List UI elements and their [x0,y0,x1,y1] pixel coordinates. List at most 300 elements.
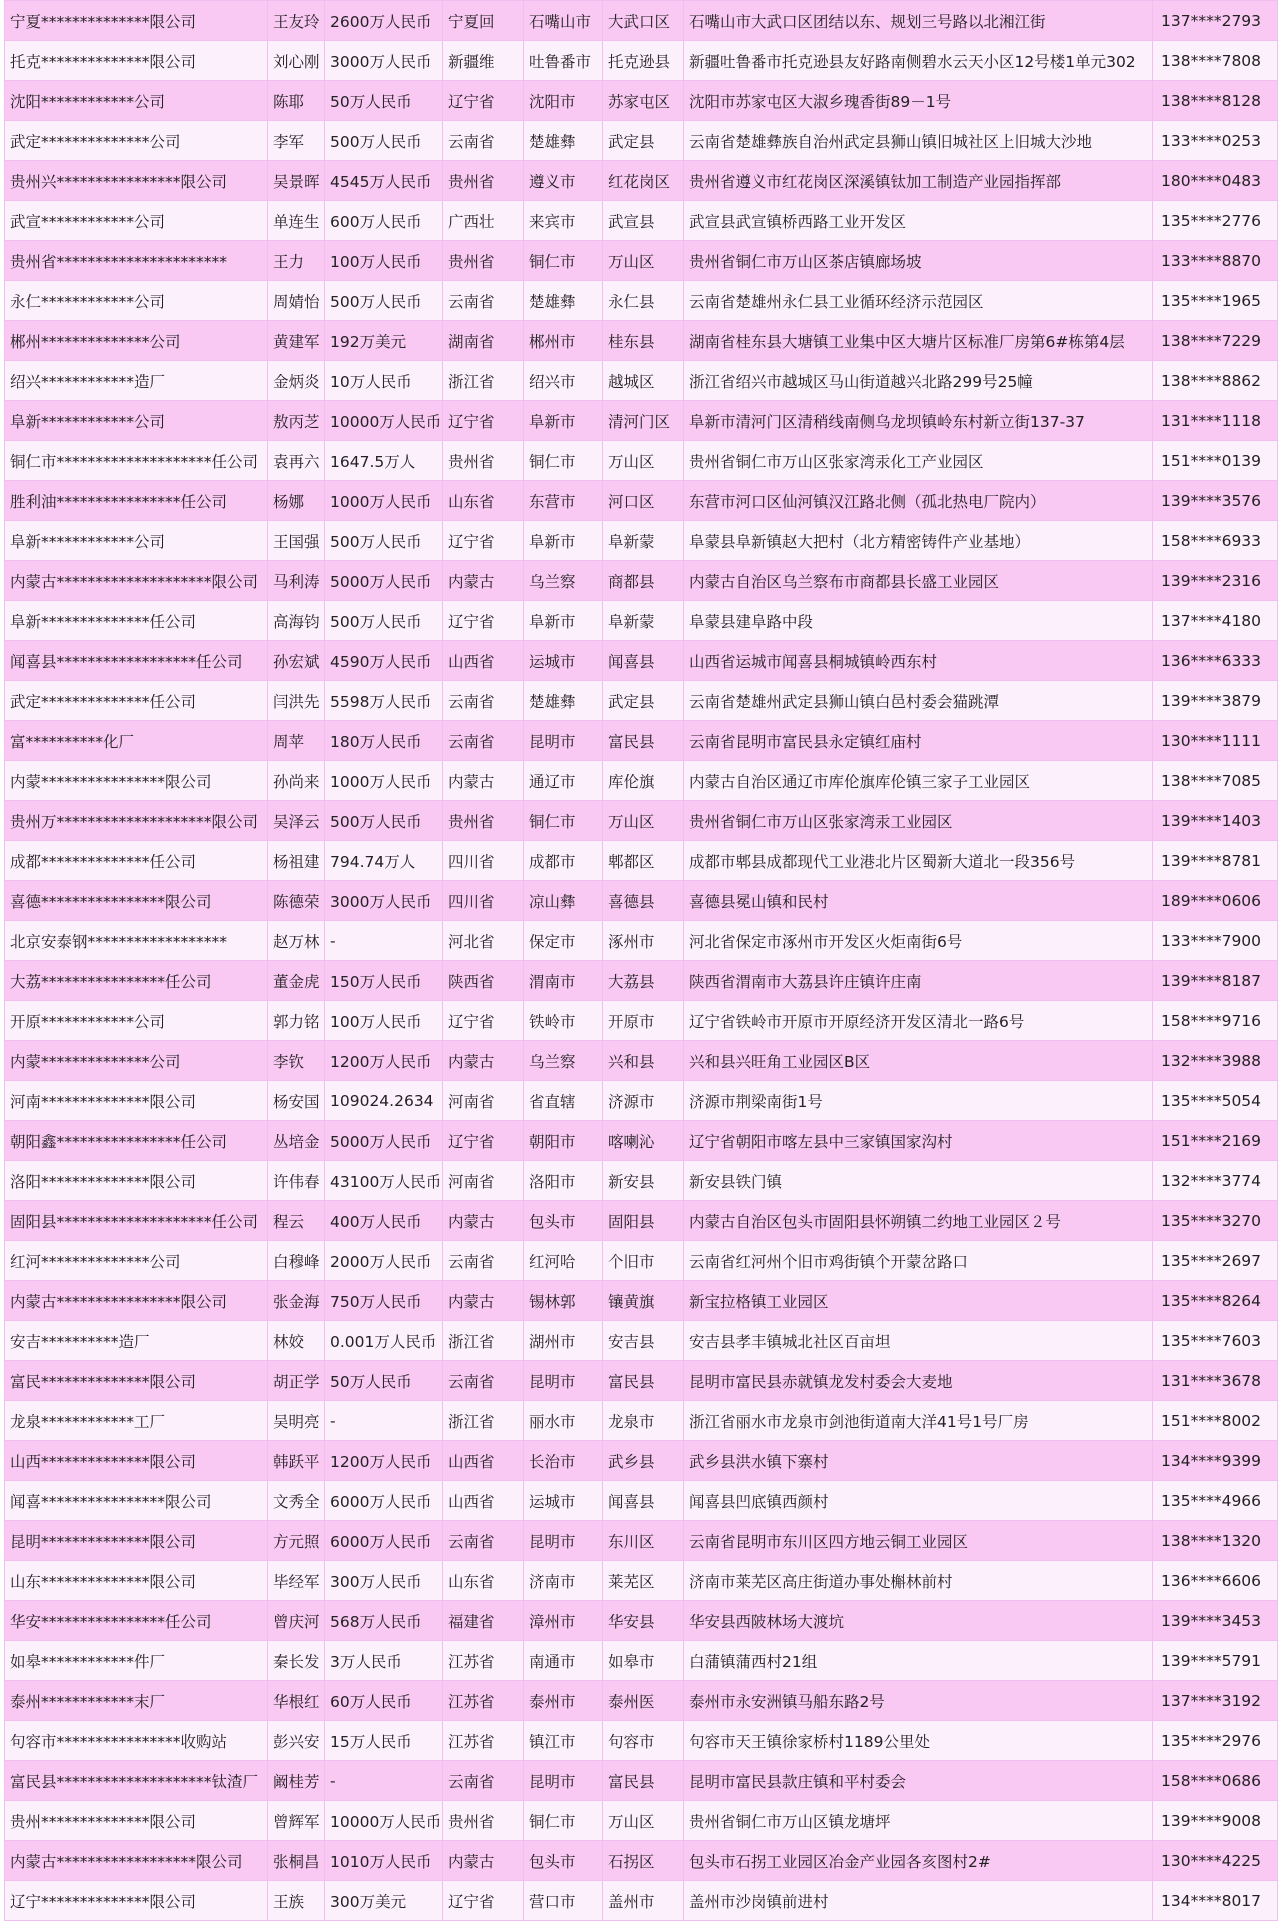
table-row [5,1361,1278,1401]
legal-person-cell: 毕经军 [268,1561,325,1601]
table-row [5,441,1278,481]
phone-cell: 180****0483 [1153,161,1278,201]
province-cell: 贵州省 [443,241,524,281]
registered-capital-cell: 6000万人民币 [325,1481,443,1521]
address-cell: 贵州省铜仁市万山区镇龙塘坪 [684,1801,1153,1841]
table-row [5,321,1278,361]
phone-cell: 138****7229 [1153,321,1278,361]
registered-capital-cell: 1200万人民币 [325,1441,443,1481]
phone-cell: 137****2793 [1153,1,1278,41]
registered-capital-cell: 10万人民币 [325,361,443,401]
company-name-cell: 永仁************公司 [5,281,268,321]
legal-person-cell: 林姣 [268,1321,325,1361]
district-cell: 万山区 [603,241,684,281]
registered-capital-cell: - [325,921,443,961]
table-row [5,1401,1278,1441]
district-cell: 清河门区 [603,401,684,441]
legal-person-cell: 吴景晖 [268,161,325,201]
province-cell: 云南省 [443,1761,524,1801]
province-cell: 内蒙古 [443,1841,524,1881]
province-cell: 贵州省 [443,161,524,201]
legal-person-cell: 郭力铭 [268,1001,325,1041]
table-row [5,1,1278,41]
phone-cell: 131****1118 [1153,401,1278,441]
address-cell: 陕西省渭南市大荔县许庄镇许庄南 [684,961,1153,1001]
registered-capital-cell: 750万人民币 [325,1281,443,1321]
city-cell: 昆明市 [524,1521,603,1561]
table-row [5,1521,1278,1561]
legal-person-cell: 陈德荣 [268,881,325,921]
province-cell: 山东省 [443,481,524,521]
district-cell: 个旧市 [603,1241,684,1281]
province-cell: 山西省 [443,1481,524,1521]
city-cell: 阜新市 [524,521,603,561]
company-name-cell: 安吉**********造厂 [5,1321,268,1361]
province-cell: 四川省 [443,881,524,921]
district-cell: 越城区 [603,361,684,401]
company-name-cell: 贵州省********************** [5,241,268,281]
district-cell: 东川区 [603,1521,684,1561]
table-row [5,1761,1278,1801]
district-cell: 泰州医 [603,1681,684,1721]
legal-person-cell: 周苹 [268,721,325,761]
company-name-cell: 内蒙**************公司 [5,1041,268,1081]
address-cell: 闻喜县凹底镇西颜村 [684,1481,1153,1521]
address-cell: 内蒙古自治区通辽市库伦旗库伦镇三家子工业园区 [684,761,1153,801]
phone-cell: 135****2976 [1153,1721,1278,1761]
address-cell: 泰州市永安洲镇马船东路2号 [684,1681,1153,1721]
table-row [5,881,1278,921]
registered-capital-cell: 4590万人民币 [325,641,443,681]
legal-person-cell: 周婧怡 [268,281,325,321]
phone-cell: 133****8870 [1153,241,1278,281]
table-row [5,481,1278,521]
legal-person-cell: 许伟春 [268,1161,325,1201]
legal-person-cell: 张桐昌 [268,1841,325,1881]
company-name-cell: 句容市****************收购站 [5,1721,268,1761]
city-cell: 绍兴市 [524,361,603,401]
address-cell: 武乡县洪水镇下寨村 [684,1441,1153,1481]
city-cell: 省直辖 [524,1081,603,1121]
province-cell: 浙江省 [443,1321,524,1361]
table-row [5,1601,1278,1641]
phone-cell: 139****3576 [1153,481,1278,521]
phone-cell: 139****5791 [1153,1641,1278,1681]
address-cell: 内蒙古自治区乌兰察布市商都县长盛工业园区 [684,561,1153,601]
address-cell: 云南省昆明市东川区四方地云铜工业园区 [684,1521,1153,1561]
registered-capital-cell: 5000万人民币 [325,561,443,601]
company-name-cell: 大荔****************任公司 [5,961,268,1001]
company-name-cell: 宁夏**************限公司 [5,1,268,41]
phone-cell: 135****7603 [1153,1321,1278,1361]
table-row [5,1041,1278,1081]
district-cell: 济源市 [603,1081,684,1121]
district-cell: 喀喇沁 [603,1121,684,1161]
legal-person-cell: 马利涛 [268,561,325,601]
address-cell: 包头市石拐工业园区冶金产业园各亥图村2# [684,1841,1153,1881]
address-cell: 浙江省绍兴市越城区马山街道越兴北路299号25幢 [684,361,1153,401]
registered-capital-cell: 0.001万人民币 [325,1321,443,1361]
address-cell: 云南省楚雄彝族自治州武定县狮山镇旧城社区上旧城大沙地 [684,121,1153,161]
phone-cell: 138****1320 [1153,1521,1278,1561]
registered-capital-cell: 100万人民币 [325,1001,443,1041]
province-cell: 辽宁省 [443,1001,524,1041]
district-cell: 红花岗区 [603,161,684,201]
company-name-cell: 如皋************件厂 [5,1641,268,1681]
province-cell: 贵州省 [443,441,524,481]
province-cell: 陕西省 [443,961,524,1001]
table-row [5,1481,1278,1521]
city-cell: 铜仁市 [524,1801,603,1841]
registered-capital-cell: 192万美元 [325,321,443,361]
table-row [5,1561,1278,1601]
company-name-cell: 阜新************公司 [5,521,268,561]
district-cell: 郫都区 [603,841,684,881]
company-name-cell: 富民县********************钛渣厂 [5,1761,268,1801]
table-row [5,281,1278,321]
legal-person-cell: 文秀全 [268,1481,325,1521]
table-row [5,401,1278,441]
city-cell: 漳州市 [524,1601,603,1641]
registered-capital-cell: 100万人民币 [325,241,443,281]
city-cell: 昆明市 [524,1361,603,1401]
phone-cell: 139****8781 [1153,841,1278,881]
phone-cell: 130****1111 [1153,721,1278,761]
legal-person-cell: 张金海 [268,1281,325,1321]
phone-cell: 130****4225 [1153,1841,1278,1881]
district-cell: 富民县 [603,1361,684,1401]
table-row [5,801,1278,841]
city-cell: 郴州市 [524,321,603,361]
company-name-cell: 托克**************限公司 [5,41,268,81]
district-cell: 库伦旗 [603,761,684,801]
company-name-cell: 沈阳************公司 [5,81,268,121]
phone-cell: 135****3270 [1153,1201,1278,1241]
company-name-cell: 内蒙古******************限公司 [5,1841,268,1881]
legal-person-cell: 韩跃平 [268,1441,325,1481]
address-cell: 阜蒙县阜新镇赵大把村（北方精密铸件产业基地） [684,521,1153,561]
phone-cell: 138****8128 [1153,81,1278,121]
address-cell: 辽宁省朝阳市喀左县中三家镇国家沟村 [684,1121,1153,1161]
district-cell: 莱芜区 [603,1561,684,1601]
address-cell: 云南省昆明市富民县永定镇红庙村 [684,721,1153,761]
address-cell: 河北省保定市涿州市开发区火炬南街6号 [684,921,1153,961]
phone-cell: 158****0686 [1153,1761,1278,1801]
address-cell: 安吉县孝丰镇城北社区百亩坦 [684,1321,1153,1361]
province-cell: 辽宁省 [443,1121,524,1161]
city-cell: 洛阳市 [524,1161,603,1201]
city-cell: 遵义市 [524,161,603,201]
phone-cell: 133****7900 [1153,921,1278,961]
phone-cell: 138****8862 [1153,361,1278,401]
registered-capital-cell: 10000万人民币 [325,401,443,441]
table-row [5,81,1278,121]
legal-person-cell: 杨祖建 [268,841,325,881]
district-cell: 商都县 [603,561,684,601]
city-cell: 镇江市 [524,1721,603,1761]
city-cell: 铜仁市 [524,801,603,841]
address-cell: 东营市河口区仙河镇汉江路北侧（孤北热电厂院内） [684,481,1153,521]
province-cell: 福建省 [443,1601,524,1641]
province-cell: 贵州省 [443,801,524,841]
legal-person-cell: 程云 [268,1201,325,1241]
table-row [5,361,1278,401]
company-name-cell: 武定**************任公司 [5,681,268,721]
address-cell: 济南市莱芜区高庄街道办事处槲林前村 [684,1561,1153,1601]
registered-capital-cell: 500万人民币 [325,521,443,561]
registered-capital-cell: 150万人民币 [325,961,443,1001]
company-table [4,0,1278,1921]
province-cell: 广西壮 [443,201,524,241]
address-cell: 喜德县冕山镇和民村 [684,881,1153,921]
phone-cell: 135****4966 [1153,1481,1278,1521]
legal-person-cell: 赵万林 [268,921,325,961]
company-name-cell: 富**********化厂 [5,721,268,761]
table-row [5,1241,1278,1281]
district-cell: 石拐区 [603,1841,684,1881]
city-cell: 来宾市 [524,201,603,241]
district-cell: 大武口区 [603,1,684,41]
address-cell: 新安县铁门镇 [684,1161,1153,1201]
phone-cell: 139****1403 [1153,801,1278,841]
table-row [5,921,1278,961]
phone-cell: 135****8264 [1153,1281,1278,1321]
city-cell: 昆明市 [524,721,603,761]
table-row [5,201,1278,241]
legal-person-cell: 曾辉军 [268,1801,325,1841]
city-cell: 泰州市 [524,1681,603,1721]
table-row [5,961,1278,1001]
legal-person-cell: 吴泽云 [268,801,325,841]
phone-cell: 158****9716 [1153,1001,1278,1041]
table-row [5,521,1278,561]
company-name-cell: 开原************公司 [5,1001,268,1041]
district-cell: 新安县 [603,1161,684,1201]
city-cell: 长治市 [524,1441,603,1481]
district-cell: 喜德县 [603,881,684,921]
phone-cell: 136****6606 [1153,1561,1278,1601]
registered-capital-cell: 500万人民币 [325,601,443,641]
registered-capital-cell: 500万人民币 [325,801,443,841]
registered-capital-cell: 4545万人民币 [325,161,443,201]
table-row [5,841,1278,881]
district-cell: 华安县 [603,1601,684,1641]
legal-person-cell: 阚桂芳 [268,1761,325,1801]
company-name-cell: 泰州************末厂 [5,1681,268,1721]
legal-person-cell: 闫洪先 [268,681,325,721]
city-cell: 吐鲁番市 [524,41,603,81]
city-cell: 渭南市 [524,961,603,1001]
phone-cell: 138****7808 [1153,41,1278,81]
phone-cell: 135****5054 [1153,1081,1278,1121]
district-cell: 苏家屯区 [603,81,684,121]
company-name-cell: 喜德****************限公司 [5,881,268,921]
legal-person-cell: 袁再六 [268,441,325,481]
table-row [5,1121,1278,1161]
legal-person-cell: 孙宏斌 [268,641,325,681]
phone-cell: 134****9399 [1153,1441,1278,1481]
province-cell: 内蒙古 [443,761,524,801]
city-cell: 营口市 [524,1881,603,1921]
district-cell: 涿州市 [603,921,684,961]
province-cell: 河南省 [443,1161,524,1201]
registered-capital-cell: 6000万人民币 [325,1521,443,1561]
phone-cell: 139****8187 [1153,961,1278,1001]
province-cell: 宁夏回 [443,1,524,41]
district-cell: 龙泉市 [603,1401,684,1441]
phone-cell: 131****3678 [1153,1361,1278,1401]
province-cell: 辽宁省 [443,601,524,641]
province-cell: 云南省 [443,721,524,761]
district-cell: 大荔县 [603,961,684,1001]
province-cell: 四川省 [443,841,524,881]
legal-person-cell: 曾庆河 [268,1601,325,1641]
city-cell: 湖州市 [524,1321,603,1361]
district-cell: 兴和县 [603,1041,684,1081]
district-cell: 闻喜县 [603,641,684,681]
legal-person-cell: 孙尚来 [268,761,325,801]
table-row [5,1881,1278,1921]
company-name-cell: 贵州兴****************限公司 [5,161,268,201]
province-cell: 内蒙古 [443,561,524,601]
registered-capital-cell: 60万人民币 [325,1681,443,1721]
address-cell: 华安县西陂林场大渡坑 [684,1601,1153,1641]
registered-capital-cell: 600万人民币 [325,201,443,241]
registered-capital-cell: 3万人民币 [325,1641,443,1681]
city-cell: 东营市 [524,481,603,521]
province-cell: 山西省 [443,641,524,681]
province-cell: 云南省 [443,1241,524,1281]
registered-capital-cell: 1200万人民币 [325,1041,443,1081]
legal-person-cell: 陈耶 [268,81,325,121]
province-cell: 贵州省 [443,1801,524,1841]
address-cell: 沈阳市苏家屯区大淑乡瑰香街89－1号 [684,81,1153,121]
address-cell: 内蒙古自治区包头市固阳县怀朔镇二约地工业园区２号 [684,1201,1153,1241]
registered-capital-cell: 400万人民币 [325,1201,443,1241]
district-cell: 武宣县 [603,201,684,241]
address-cell: 新疆吐鲁番市托克逊县友好路南侧碧水云天小区12号楼1单元302 [684,41,1153,81]
table-row [5,41,1278,81]
company-name-cell: 闻喜****************限公司 [5,1481,268,1521]
city-cell: 锡林郭 [524,1281,603,1321]
province-cell: 江苏省 [443,1641,524,1681]
district-cell: 永仁县 [603,281,684,321]
registered-capital-cell: 10000万人民币 [325,1801,443,1841]
province-cell: 辽宁省 [443,1881,524,1921]
table-row [5,1681,1278,1721]
legal-person-cell: 黄建军 [268,321,325,361]
company-name-cell: 贵州**************限公司 [5,1801,268,1841]
district-cell: 武乡县 [603,1441,684,1481]
company-name-cell: 郴州**************公司 [5,321,268,361]
registered-capital-cell: 568万人民币 [325,1601,443,1641]
district-cell: 桂东县 [603,321,684,361]
city-cell: 楚雄彝 [524,681,603,721]
address-cell: 湖南省桂东县大塘镇工业集中区大塘片区标准厂房第6#栋第4层 [684,321,1153,361]
city-cell: 朝阳市 [524,1121,603,1161]
legal-person-cell: 吴明亮 [268,1401,325,1441]
table-row [5,641,1278,681]
province-cell: 河南省 [443,1081,524,1121]
phone-cell: 133****0253 [1153,121,1278,161]
legal-person-cell: 敖丙芝 [268,401,325,441]
district-cell: 富民县 [603,721,684,761]
phone-cell: 135****1965 [1153,281,1278,321]
city-cell: 凉山彝 [524,881,603,921]
address-cell: 贵州省铜仁市万山区茶店镇廊场坡 [684,241,1153,281]
legal-person-cell: 董金虎 [268,961,325,1001]
table-row [5,241,1278,281]
district-cell: 镶黄旗 [603,1281,684,1321]
province-cell: 辽宁省 [443,81,524,121]
district-cell: 万山区 [603,441,684,481]
registered-capital-cell: 180万人民币 [325,721,443,761]
company-name-cell: 阜新**************任公司 [5,601,268,641]
table-row [5,121,1278,161]
district-cell: 阜新蒙 [603,521,684,561]
legal-person-cell: 李钦 [268,1041,325,1081]
legal-person-cell: 白穆峰 [268,1241,325,1281]
province-cell: 河北省 [443,921,524,961]
legal-person-cell: 王力 [268,241,325,281]
table-row [5,561,1278,601]
province-cell: 云南省 [443,1361,524,1401]
city-cell: 运城市 [524,641,603,681]
province-cell: 云南省 [443,681,524,721]
district-cell: 托克逊县 [603,41,684,81]
province-cell: 新疆维 [443,41,524,81]
address-cell: 浙江省丽水市龙泉市剑池街道南大洋41号1号厂房 [684,1401,1153,1441]
city-cell: 沈阳市 [524,81,603,121]
company-name-cell: 贵州万********************限公司 [5,801,268,841]
registered-capital-cell: 2000万人民币 [325,1241,443,1281]
table-row [5,161,1278,201]
province-cell: 内蒙古 [443,1041,524,1081]
registered-capital-cell: 5598万人民币 [325,681,443,721]
company-name-cell: 龙泉************工厂 [5,1401,268,1441]
address-cell: 贵州省铜仁市万山区张家湾汞化工产业园区 [684,441,1153,481]
company-name-cell: 武定**************公司 [5,121,268,161]
address-cell: 兴和县兴旺角工业园区B区 [684,1041,1153,1081]
city-cell: 铜仁市 [524,241,603,281]
company-name-cell: 绍兴************造厂 [5,361,268,401]
company-name-cell: 内蒙****************限公司 [5,761,268,801]
city-cell: 济南市 [524,1561,603,1601]
city-cell: 保定市 [524,921,603,961]
company-name-cell: 胜利油****************任公司 [5,481,268,521]
legal-person-cell: 单连生 [268,201,325,241]
table-row [5,721,1278,761]
registered-capital-cell: 5000万人民币 [325,1121,443,1161]
legal-person-cell: 刘心刚 [268,41,325,81]
table-row [5,681,1278,721]
company-name-cell: 辽宁**************限公司 [5,1881,268,1921]
legal-person-cell: 金炳炎 [268,361,325,401]
city-cell: 铜仁市 [524,441,603,481]
address-cell: 云南省楚雄州武定县狮山镇白邑村委会猫跳潭 [684,681,1153,721]
phone-cell: 135****2697 [1153,1241,1278,1281]
legal-person-cell: 华根红 [268,1681,325,1721]
district-cell: 万山区 [603,801,684,841]
district-cell: 富民县 [603,1761,684,1801]
province-cell: 云南省 [443,1521,524,1561]
phone-cell: 132****3988 [1153,1041,1278,1081]
province-cell: 内蒙古 [443,1201,524,1241]
city-cell: 运城市 [524,1481,603,1521]
company-name-cell: 山东**************限公司 [5,1561,268,1601]
registered-capital-cell: - [325,1401,443,1441]
address-cell: 贵州省遵义市红花岗区深溪镇钛加工制造产业园指挥部 [684,161,1153,201]
